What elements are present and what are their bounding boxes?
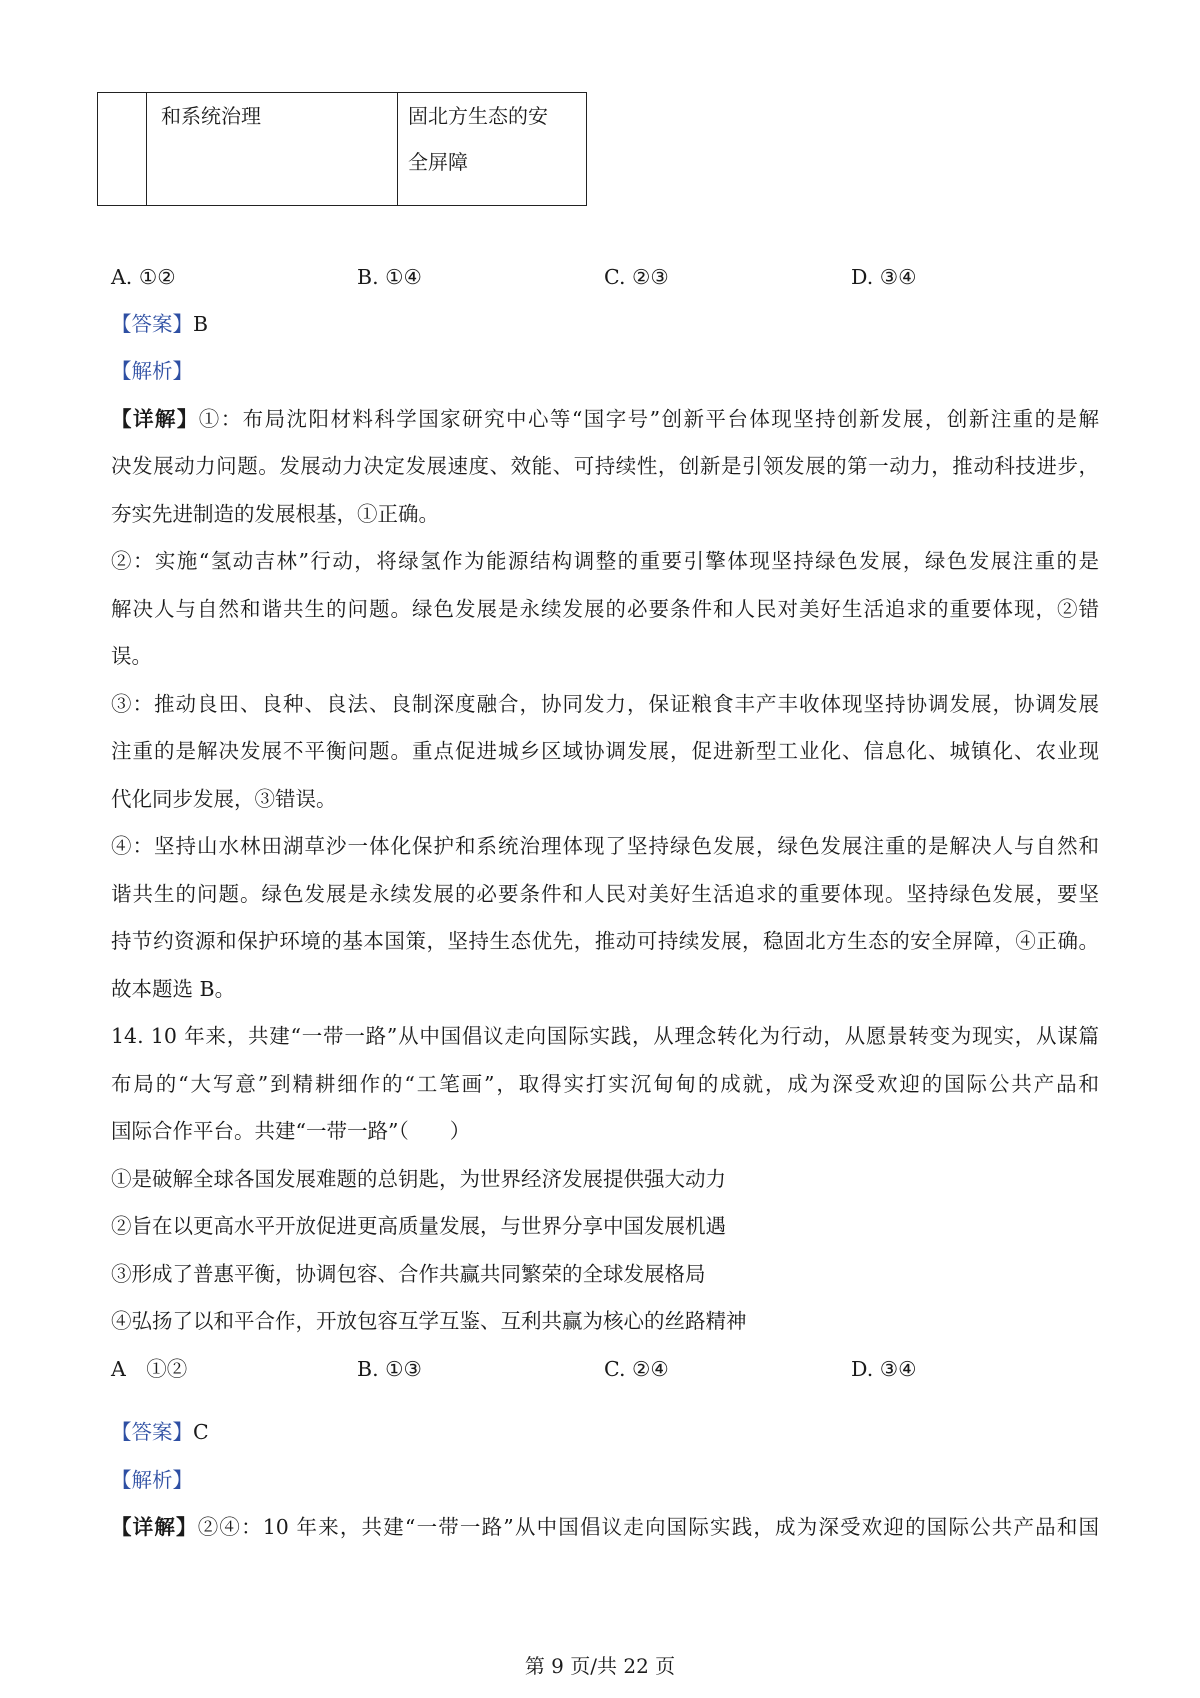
q13-option-d: D. ③④ [851,265,917,289]
q14-stem-line: 国际合作平台。共建“一带一路”（ ） [111,1119,471,1143]
table-cell [398,93,587,206]
page-footer: 第 9 页/共 22 页 [524,1654,676,1678]
q14-analysis-tag: 【解析】 [111,1468,193,1492]
answer-tag: 【答案】 [111,312,193,336]
q13-option-c: C. ②③ [604,265,669,289]
q14-option-d: D. ③④ [851,1357,917,1381]
q14-option-a: A ①② [111,1357,188,1381]
q13-detail-line: 决发展动力问题。发展动力决定发展速度、效能、可持续性，创新是引领发展的第一动力，推动科技进步， [111,454,1099,478]
continued-table [97,92,587,206]
detail-tag: 【详解】 [111,407,199,431]
q14-statement: ③形成了普惠平衡，协调包容、合作共赢共同繁荣的全球发展格局 [111,1262,706,1286]
q13-detail-line: ④：坚持山水林田湖草沙一体化保护和系统治理体现了坚持绿色发展，绿色发展注重的是解决人与自然和 [111,834,1099,858]
q13-detail-line: 注重的是解决发展不平衡问题。重点促进城乡区域协调发展，促进新型工业化、信息化、城镇化、农业现 [111,739,1099,763]
q13-detail-line: 持节约资源和保护环境的基本国策，坚持生态优先，推动可持续发展，稳固北方生态的安全屏障，④正确。 [111,929,1099,953]
q14-stem-line: 布局的“大写意”到精耕细作的“工笔画”，取得实打实沉甸甸的成就，成为深受欢迎的国际公共产品和 [111,1072,1099,1096]
q13-detail-line: ②：实施“氢动吉林”行动，将绿氢作为能源结构调整的重要引擎体现坚持绿色发展，绿色发展注重的是 [111,549,1099,573]
q13-detail-line: 【详解】①：布局沈阳材料科学国家研究中心等“国字号”创新平台体现坚持创新发展，创新注重的是解 [111,407,1099,431]
answer-tag: 【答案】 [111,1420,193,1444]
q13-detail-line: 解决人与自然和谐共生的问题。绿色发展是永续发展的必要条件和人民对美好生活追求的重要体现，②错 [111,597,1099,621]
q13-conclusion: 故本题选 B。 [111,977,236,1001]
q14-statement: ④弘扬了以和平合作，开放包容互学互鉴、互利共赢为核心的丝路精神 [111,1309,747,1333]
detail-tag: 【详解】 [111,1515,198,1539]
q13-detail-line: 代化同步发展，③错误。 [111,787,337,811]
table-cell-text: 全屏障 [408,150,468,174]
q14-answer [111,1418,209,1446]
table-cell-text: 和系统治理 [161,104,261,128]
q13-detail-line: ③：推动良田、良种、良法、良制深度融合，协同发力，保证粮食丰产丰收体现坚持协调发展，协调发展 [111,692,1099,716]
q13-detail-line: 误。 [111,644,152,668]
q13-option-a: A. ①② [111,265,176,289]
table-row [98,93,587,206]
answer-value: B [193,312,209,336]
q14-statement: ②旨在以更高水平开放促进更高质量发展，与世界分享中国发展机遇 [111,1214,726,1238]
q14-statement: ①是破解全球各国发展难题的总钥匙，为世界经济发展提供强大动力 [111,1167,726,1191]
q14-detail-line: 【详解】②④：10 年来，共建“一带一路”从中国倡议走向国际实践，成为深受欢迎的国际公共产品和国 [111,1515,1100,1539]
table-cell [147,93,398,206]
q14-option-b: B. ①③ [357,1357,422,1381]
q13-analysis-tag: 【解析】 [111,359,193,383]
q13-option-b: B. ①④ [357,265,422,289]
table-cell-empty [98,93,147,206]
q13-answer [111,310,208,338]
q13-detail-line: 谐共生的问题。绿色发展是永续发展的必要条件和人民对美好生活追求的重要体现。坚持绿色发展，要坚 [111,882,1099,906]
q13-detail-line: 夯实先进制造的发展根基，①正确。 [111,502,439,526]
q13-options [111,263,1111,291]
q14-stem-line: 14. 10 年来，共建“一带一路”从中国倡议走向国际实践，从理念转化为行动，从愿景转变为现实，从谋篇 [111,1024,1099,1048]
q14-option-c: C. ②④ [604,1357,669,1381]
answer-value: C [193,1420,209,1444]
table-cell-text: 固北方生态的安 [408,104,548,128]
q14-options [111,1355,1111,1383]
